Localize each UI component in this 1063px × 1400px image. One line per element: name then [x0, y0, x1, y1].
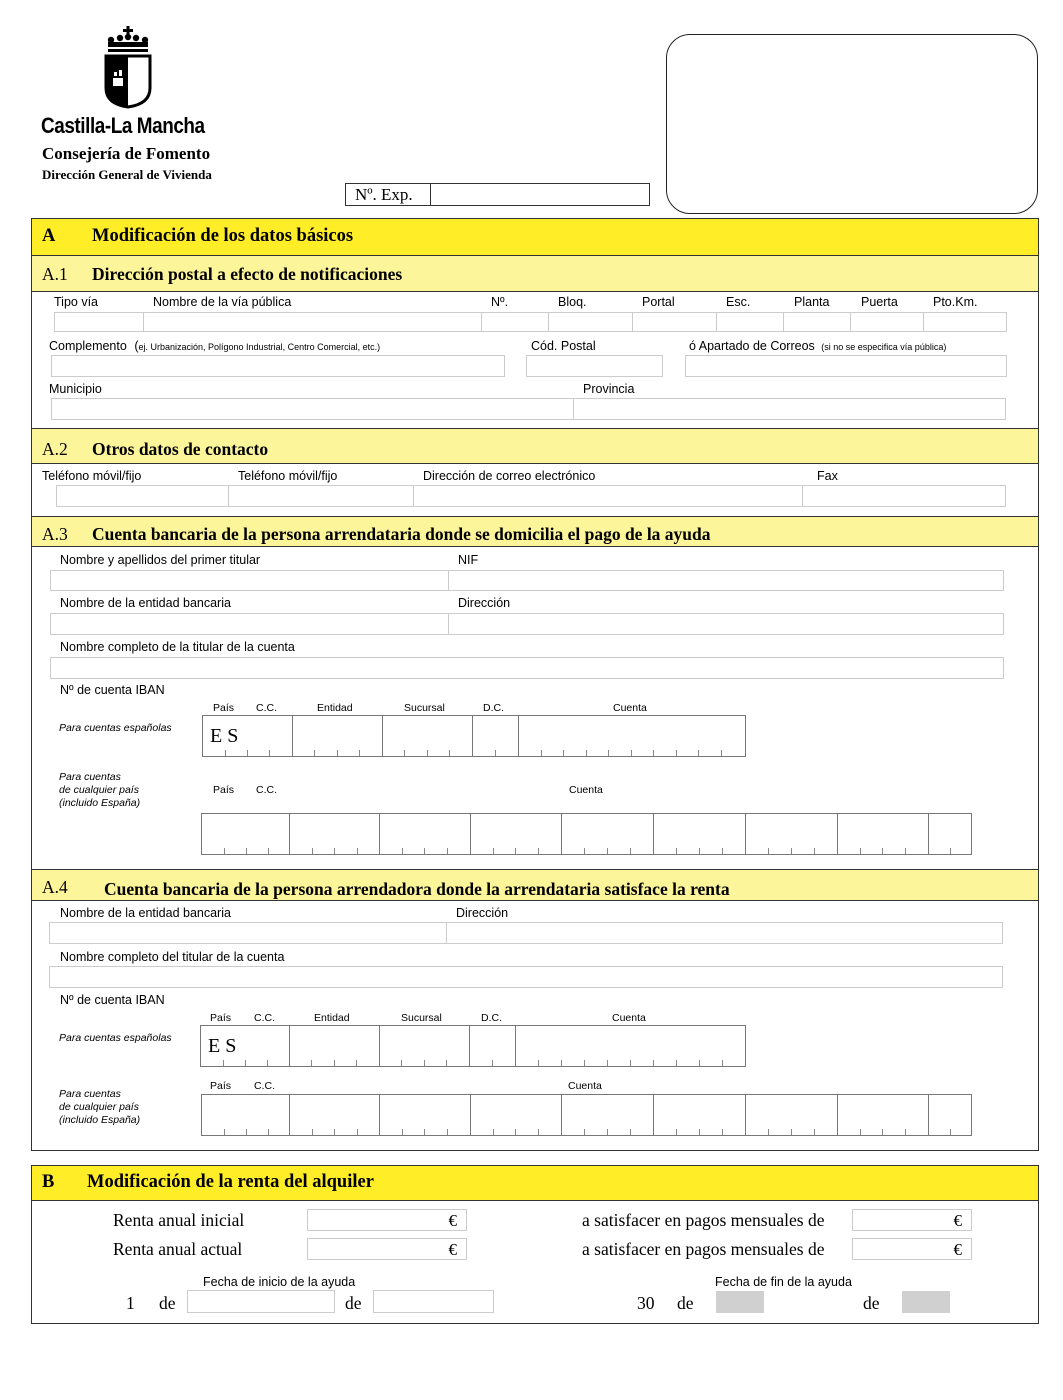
label-apartado: ó Apartado de Correos (si no se especifica vía pública) — [689, 339, 947, 353]
end-de-1: de — [677, 1293, 694, 1313]
puerta-input[interactable] — [850, 312, 924, 332]
section-b-title: Modificación de la renta del alquiler — [87, 1172, 374, 1192]
section-a3-header: A.3 Cuenta bancaria de la persona arrendataria donde se domicilia el pago de la ayuda — [32, 516, 1038, 547]
provincia-input[interactable] — [573, 398, 1006, 420]
label-a4-direccion: Dirección — [456, 906, 509, 920]
a3-spanish-accounts-label: Para cuentas españolas — [59, 722, 172, 734]
a4-direccion-input[interactable] — [446, 922, 1003, 944]
section-a1-title: Dirección postal a efecto de notificaciones — [92, 264, 403, 284]
label-esc: Esc. — [726, 295, 751, 309]
label-mensual-inicial: a satisfacer en pagos mensuales de — [582, 1210, 825, 1230]
euro-symbol: € — [448, 1211, 457, 1230]
department-name: Consejería de Fomento — [42, 144, 211, 163]
label-puerta: Puerta — [861, 295, 898, 309]
start-de-1: de — [159, 1293, 176, 1313]
label-fecha-fin: Fecha de fin de la ayuda — [715, 1275, 852, 1289]
logo — [100, 26, 156, 112]
brand-name: Castilla-La Mancha — [41, 113, 205, 138]
apartado-input[interactable] — [685, 355, 1007, 377]
directorate-name: Dirección General de Vivienda — [42, 167, 212, 182]
label-a3-direccion: Dirección — [458, 596, 511, 610]
label-a4-entidad: Nombre de la entidad bancaria — [60, 906, 231, 920]
cod-postal-input[interactable] — [526, 355, 663, 377]
end-month-field — [716, 1291, 764, 1313]
label-mensual-actual: a satisfacer en pagos mensuales de — [582, 1239, 825, 1259]
label-portal: Portal — [642, 295, 675, 309]
section-a-title: Modificación de los datos básicos — [92, 226, 354, 246]
label-a3-entidad: Nombre de la entidad bancaria — [60, 596, 231, 610]
a4-any-country-label: Para cuentas de cualquier país (incluido España) — [59, 1088, 141, 1126]
esc-input[interactable] — [716, 312, 784, 332]
a4-iban-country-code: E S — [208, 1035, 237, 1057]
label-ptokm: Pto.Km. — [933, 295, 978, 309]
label-tipo-via: Tipo vía — [54, 295, 99, 309]
a4-spanish-iban-field[interactable] — [200, 1025, 746, 1067]
label-a3-titular-cuenta: Nombre completo de la titular de la cuenta — [60, 640, 295, 654]
numero-input[interactable] — [481, 312, 549, 332]
label-fecha-inicio: Fecha de inicio de la ayuda — [203, 1275, 356, 1289]
exp-number-input[interactable] — [430, 184, 650, 205]
start-day: 1 — [126, 1293, 135, 1313]
section-a1-header: A.1 Dirección postal a efecto de notificaciones — [32, 256, 1038, 292]
a3-spanish-iban-field[interactable] — [202, 715, 746, 757]
label-a4-titular-cuenta: Nombre completo del titular de la cuenta — [60, 950, 285, 964]
portal-input[interactable] — [632, 312, 717, 332]
label-planta: Planta — [794, 295, 830, 309]
label-a3-nif: NIF — [458, 553, 479, 567]
telefono-1-input[interactable] — [56, 485, 229, 507]
a3-nif-input[interactable] — [448, 570, 1004, 591]
label-email: Dirección de correo electrónico — [423, 469, 596, 483]
a3-titular-cuenta-input[interactable] — [50, 657, 1004, 679]
section-a4-title: Cuenta bancaria de la persona arrendadora donde la arrendataria satisface la renta — [104, 879, 730, 899]
label-telefono-2: Teléfono móvil/fijo — [238, 469, 338, 483]
label-a3-titular: Nombre y apellidos del primer titular — [60, 553, 261, 567]
end-year-field — [902, 1291, 950, 1313]
a4-spanish-accounts-label: Para cuentas españolas — [59, 1032, 172, 1044]
label-a4-iban: Nº de cuenta IBAN — [60, 993, 165, 1007]
a3-direccion-input[interactable] — [448, 613, 1004, 635]
a3-iban-country-code: E S — [210, 725, 239, 747]
end-day: 30 — [637, 1293, 655, 1313]
section-a2-header: A.2 Otros datos de contacto — [32, 428, 1038, 464]
section-a2-title: Otros datos de contacto — [92, 439, 269, 459]
exp-number-box — [345, 183, 650, 206]
end-de-2: de — [863, 1293, 880, 1313]
label-municipio: Municipio — [49, 382, 102, 396]
section-a-header: A Modificación de los datos básicos — [32, 219, 1038, 256]
planta-input[interactable] — [783, 312, 851, 332]
euro-symbol: € — [953, 1211, 962, 1230]
exp-number-label: Nº. Exp. — [355, 185, 413, 204]
label-a3-iban: Nº de cuenta IBAN — [60, 683, 165, 697]
label-complemento: Complemento (ej. Urbanización, Polígono Industrial, Centro Comercial, etc.) — [49, 339, 381, 353]
euro-symbol: € — [448, 1240, 457, 1259]
label-numero: Nº. — [491, 295, 509, 309]
a3-any-country-label: Para cuentas de cualquier país (incluido España) — [59, 771, 141, 809]
a3-international-iban-field[interactable] — [201, 813, 972, 855]
nombre-via-input[interactable] — [143, 312, 482, 332]
label-cod-postal: Cód. Postal — [531, 339, 596, 353]
label-telefono-1: Teléfono móvil/fijo — [42, 469, 142, 483]
section-b-header: B Modificación de la renta del alquiler — [32, 1166, 1038, 1201]
mensual-inicial-input[interactable] — [852, 1209, 972, 1231]
start-month-input[interactable] — [187, 1290, 335, 1313]
renta-inicial-input[interactable] — [307, 1209, 467, 1231]
a3-titular-input[interactable] — [50, 570, 449, 591]
mensual-actual-input[interactable] — [852, 1238, 972, 1260]
label-nombre-via: Nombre de la vía pública — [153, 295, 292, 309]
telefono-2-input[interactable] — [228, 485, 414, 507]
label-renta-actual: Renta anual actual — [113, 1239, 243, 1259]
bloq-input[interactable] — [548, 312, 633, 332]
label-provincia: Provincia — [583, 382, 635, 396]
section-a3-title: Cuenta bancaria de la persona arrendataria donde se domicilia el pago de la ayuda — [92, 524, 711, 544]
start-de-2: de — [345, 1293, 362, 1313]
label-bloq: Bloq. — [558, 295, 587, 309]
label-fax: Fax — [817, 469, 838, 483]
section-a4-header: A.4 Cuenta bancaria de la persona arrendadora donde la arrendataria satisface la renta — [32, 869, 1038, 901]
tipo-via-input[interactable] — [54, 312, 144, 332]
coat-of-arms-icon — [100, 26, 156, 112]
a4-titular-cuenta-input[interactable] — [49, 966, 1003, 988]
complemento-input[interactable] — [51, 355, 505, 377]
start-year-input[interactable] — [373, 1290, 494, 1313]
registry-stamp-box — [666, 34, 1038, 214]
municipio-input[interactable] — [51, 398, 574, 420]
renta-actual-input[interactable] — [307, 1238, 467, 1260]
a4-entidad-input[interactable] — [49, 922, 447, 944]
label-renta-inicial: Renta anual inicial — [113, 1210, 245, 1230]
fax-input[interactable] — [802, 485, 1006, 507]
ptokm-input[interactable] — [923, 312, 1007, 332]
euro-symbol: € — [953, 1240, 962, 1259]
a4-international-iban-field[interactable] — [201, 1094, 972, 1136]
a3-entidad-input[interactable] — [50, 613, 449, 635]
email-input[interactable] — [413, 485, 803, 507]
